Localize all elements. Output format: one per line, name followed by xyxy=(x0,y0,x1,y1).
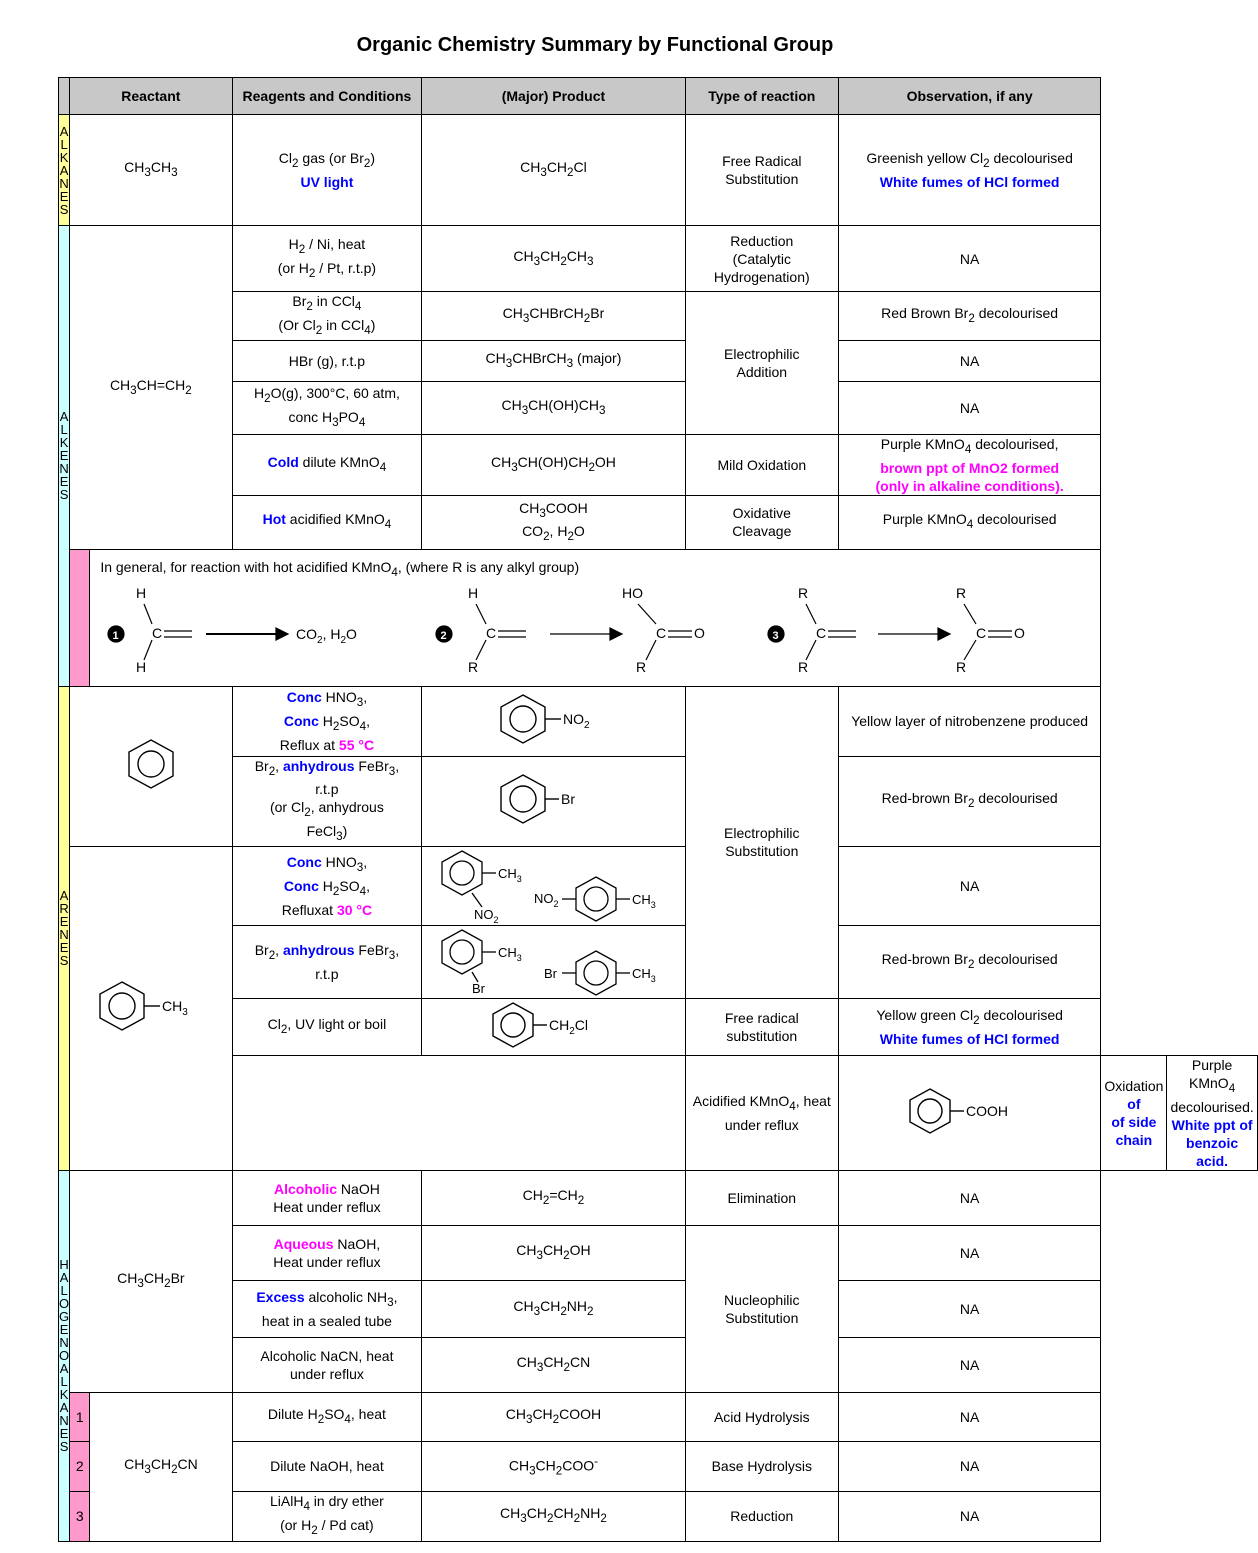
alkene-row-1 xyxy=(59,226,1258,292)
nitrile-number-2: 2 xyxy=(70,1441,90,1491)
alkene-product-cold: $CH_3CH(OH)CH_2OH$ xyxy=(422,435,685,496)
alkene-row-4 xyxy=(59,382,1258,435)
header-product: (Major) Product xyxy=(422,78,685,115)
halo-row-2 xyxy=(59,1225,1258,1280)
arene-obs-5: Yellow green $Cl_2$ decolourised White fumes of HCl formed xyxy=(838,998,1100,1055)
halo-reagent-2: Aqueous NaOH, Heat under reflux xyxy=(232,1225,422,1280)
halo-product-4: $CH_3CH_2CN$ xyxy=(422,1337,685,1392)
alkene-obs-4: NA xyxy=(838,382,1100,435)
alkene-product-1: $CH_3CH_2CH_3$ xyxy=(422,226,685,292)
arene-reagent-4: $Br_2$, anhydrous FeBr$_3$, r.t.p xyxy=(232,925,422,998)
alkene-reactant: $CH_3CH=CH_2$ xyxy=(70,226,232,550)
alkane-observation: Greenish yellow $Cl_2$ decolourised White fumes of HCl formed xyxy=(838,115,1100,226)
arene-row-6 xyxy=(59,1055,1258,1170)
svg-text:CH3: $CH_3$ xyxy=(498,944,523,963)
svg-text:CH2Cl: $CH_2Cl$ xyxy=(549,1016,589,1037)
section-label-alkenes: A L K E N E S xyxy=(59,226,70,687)
svg-text:R: R xyxy=(956,584,967,601)
arene-product-3 xyxy=(422,846,685,925)
nitrile-number-3: 3 xyxy=(70,1491,90,1541)
section-label-halogenoalkanes: H A L O G E N O A L K A N E S xyxy=(59,1170,70,1541)
section-label-alkanes: A L K A N E S xyxy=(59,115,70,226)
page-title: Organic Chemistry Summary by Functional Group xyxy=(356,34,834,56)
arene-reactant-benzene xyxy=(70,686,232,846)
arene-product-4 xyxy=(422,925,685,998)
halo-reagent-4: Alcoholic NaCN, heat under reflux xyxy=(232,1337,422,1392)
svg-text:O: O xyxy=(1014,624,1026,641)
alkene-row-hot xyxy=(59,495,1258,549)
general-product-1: $CO_2$, $H_2O$ xyxy=(296,625,358,646)
svg-text:C: C xyxy=(816,624,827,641)
nitrile-type-3: Reduction xyxy=(685,1491,838,1541)
alkene-reagent-cold: Cold dilute KMnO$_4$ xyxy=(232,435,422,496)
nitrile-product-3: $CH_3CH_2CH_2NH_2$ xyxy=(422,1491,685,1541)
alkene-general-row xyxy=(59,549,1258,686)
arene-reagent-2: $Br_2$, anhydrous FeBr$_3$, r.t.p (or $Cl_2$, anhydrous FeCl$_3$) xyxy=(232,756,422,846)
svg-text:CH3: $CH_3$ xyxy=(161,998,188,1019)
svg-text:C: C xyxy=(486,624,497,641)
alkene-obs-3: NA xyxy=(838,341,1100,382)
halo-row-3 xyxy=(59,1280,1258,1337)
svg-text:R: R xyxy=(468,658,479,675)
nitrile-row-3 xyxy=(59,1491,1258,1541)
svg-text:1: 1 xyxy=(112,629,119,642)
nitrile-reactant: $CH_3CH_2CN$ xyxy=(90,1392,232,1541)
arene-product-2 xyxy=(422,756,685,846)
general-marker xyxy=(70,549,90,686)
alkene-reagent-4: $H_2O(g)$, 300°C, 60 atm, conc $H_3PO_4$ xyxy=(232,382,422,435)
toluene-structure xyxy=(96,978,206,1034)
arene-reagent-3: Conc $HNO_3$, Conc $H_2SO_4$, Refluxat 30 °C xyxy=(232,846,422,925)
section-label-arenes: A R E N E S xyxy=(59,686,70,1170)
halo-obs-1: NA xyxy=(838,1170,1100,1225)
nitrile-obs-3: NA xyxy=(838,1491,1100,1541)
svg-text:C: C xyxy=(152,624,163,641)
halo-type-nucleophilic: Nucleophilic Substitution xyxy=(685,1225,838,1392)
svg-text:CH3: $CH_3$ xyxy=(632,965,657,984)
halo-type-1: Elimination xyxy=(685,1170,838,1225)
svg-text:NO2: $NO_2$ xyxy=(474,906,499,925)
svg-text:CH3: $CH_3$ xyxy=(498,865,523,884)
alkene-product-2: $CH_3CHBrCH_2Br$ xyxy=(422,292,685,341)
arene-row-1 xyxy=(59,686,1258,756)
arene-reactant-toluene xyxy=(70,846,232,1170)
svg-text:Br: Br xyxy=(544,965,558,981)
general-oxidation-scheme xyxy=(100,582,1090,674)
arene-type-electrophilic-substitution: Electrophilic Substitution xyxy=(685,686,838,998)
arene-type-5: Free radical substitution xyxy=(685,998,838,1055)
halo-product-1: $CH_2=CH_2$ xyxy=(422,1170,685,1225)
halo-product-2: $CH_3CH_2OH$ xyxy=(422,1225,685,1280)
alkane-type: Free Radical Substitution xyxy=(685,115,838,226)
benzene-structure xyxy=(121,736,181,792)
arene-row-4 xyxy=(59,925,1258,998)
nitrile-reagent-3: LiAlH$_4$ in dry ether (or $H_2$ / Pd cat) xyxy=(232,1491,422,1541)
alkene-type-1: Reduction (Catalytic Hydrogenation) xyxy=(685,226,838,292)
halo-product-3: $CH_3CH_2NH_2$ xyxy=(422,1280,685,1337)
arene-type-6: Oxidation of of side chain xyxy=(1101,1055,1167,1170)
arene-row-2 xyxy=(59,756,1258,846)
arene-product-5 xyxy=(422,998,685,1055)
svg-text:H: H xyxy=(136,658,147,675)
alkene-reagent-hot: Hot acidified KMnO$_4$ xyxy=(232,495,422,549)
svg-text:COOH: COOH xyxy=(965,1102,1008,1119)
halo-reagent-1: Alcoholic NaOH Heat under reflux xyxy=(232,1170,422,1225)
alkene-type-cold: Mild Oxidation xyxy=(685,435,838,496)
nitrile-product-2: $CH_3CH_2COO^-$ xyxy=(422,1441,685,1491)
arene-obs-4: Red-brown $Br_2$ decolourised xyxy=(838,925,1100,998)
halo-row-1 xyxy=(59,1170,1258,1225)
nitrile-obs-1: NA xyxy=(838,1392,1100,1441)
svg-text:3: 3 xyxy=(772,629,779,642)
svg-text:NO2: $NO_2$ xyxy=(534,890,559,909)
nitrile-reagent-2: Dilute NaOH, heat xyxy=(232,1441,422,1491)
halo-obs-4: NA xyxy=(838,1337,1100,1392)
alkene-row-cold xyxy=(59,435,1258,496)
arene-product-6 xyxy=(838,1055,1100,1170)
arene-obs-1: Yellow layer of nitrobenzene produced xyxy=(838,686,1100,756)
svg-text:Br: Br xyxy=(561,791,576,808)
nitrile-number-1: 1 xyxy=(70,1392,90,1441)
arene-obs-3: NA xyxy=(838,846,1100,925)
alkane-reactant: $CH_3CH_3$ xyxy=(70,115,232,226)
alkene-obs-1: NA xyxy=(838,226,1100,292)
nitrile-row-2 xyxy=(59,1441,1258,1491)
alkene-product-4: $CH_3CH(OH)CH_3$ xyxy=(422,382,685,435)
alkene-reagent-3: HBr (g), r.t.p xyxy=(232,341,422,382)
arene-reagent-5: $Cl_2$, UV light or boil xyxy=(232,998,422,1055)
header-observation: Observation, if any xyxy=(838,78,1100,115)
svg-text:CH3: $CH_3$ xyxy=(632,891,657,910)
alkane-product: $CH_3CH_2Cl$ xyxy=(422,115,685,226)
alkene-product-hot: $CH_3COOH$ $CO_2$, $H_2O$ xyxy=(422,495,685,549)
header-reactant: Reactant xyxy=(70,78,232,115)
arene-reagent-6: Acidified KMnO$_4$, heat under reflux xyxy=(685,1055,838,1170)
alkene-general-note: In general, for reaction with hot acidified KMnO$_4$, (where R is any alkyl group) 1 H H C $CO_2$, $H_2O$ 2 H R C HO R C O 3 R R C R R C O xyxy=(90,549,1101,686)
arene-obs-2: Red-brown $Br_2$ decolourised xyxy=(838,756,1100,846)
nitrile-obs-2: NA xyxy=(838,1441,1100,1491)
alkene-type-hot: Oxidative Cleavage xyxy=(685,495,838,549)
nitrile-type-1: Acid Hydrolysis xyxy=(685,1392,838,1441)
alkene-obs-2: Red Brown $Br_2$ decolourised xyxy=(838,292,1100,341)
alkane-row xyxy=(59,115,1258,226)
arene-reagent-1: Conc $HNO_3$, Conc $H_2SO_4$, Reflux at 55 °C xyxy=(232,686,422,756)
arene-row-5 xyxy=(59,998,1258,1055)
svg-text:R: R xyxy=(798,584,809,601)
arene-product-1 xyxy=(422,686,685,756)
halo-obs-3: NA xyxy=(838,1280,1100,1337)
svg-text:NO2: $NO_2$ xyxy=(563,711,590,732)
halo-obs-2: NA xyxy=(838,1225,1100,1280)
svg-text:R: R xyxy=(636,658,647,675)
arene-row-3 xyxy=(59,846,1258,925)
svg-text:H: H xyxy=(136,584,147,601)
alkene-type-electrophilic-addition: Electrophilic Addition xyxy=(685,292,838,435)
nitrile-reagent-1: Dilute $H_2SO_4$, heat xyxy=(232,1392,422,1441)
svg-text:R: R xyxy=(798,658,809,675)
nitrile-type-2: Base Hydrolysis xyxy=(685,1441,838,1491)
alkene-obs-hot: Purple KMnO$_4$ decolourised xyxy=(838,495,1100,549)
alkene-row-2 xyxy=(59,292,1258,341)
nitrile-product-1: $CH_3CH_2COOH$ xyxy=(422,1392,685,1441)
halo-reagent-3: Excess alcoholic $NH_3$, heat in a sealed tube xyxy=(232,1280,422,1337)
svg-text:R: R xyxy=(956,658,967,675)
alkene-reagent-2: $Br_2$ in CCl$_4$ (Or $Cl_2$ in CCl$_4$) xyxy=(232,292,422,341)
alkene-row-3 xyxy=(59,341,1258,382)
nitrile-row-1 xyxy=(59,1392,1258,1441)
header-row xyxy=(59,78,1258,115)
halo-row-4 xyxy=(59,1337,1258,1392)
arene-obs-6: Purple KMnO$_4$ decolourised. White ppt of benzoic acid. xyxy=(1167,1055,1257,1170)
alkane-reagent: $Cl_2$ gas (or $Br_2$) UV light xyxy=(232,115,422,226)
alkene-reagent-1: $H_2$ / Ni, heat (or $H_2$ / Pt, r.t.p) xyxy=(232,226,422,292)
svg-text:C: C xyxy=(976,624,987,641)
halo-reactant: $CH_3CH_2Br$ xyxy=(70,1170,232,1392)
svg-text:O: O xyxy=(694,624,706,641)
svg-text:2: 2 xyxy=(440,629,447,642)
header-type: Type of reaction xyxy=(685,78,838,115)
svg-text:C: C xyxy=(656,624,667,641)
summary-table xyxy=(58,77,1258,1542)
header-reagents: Reagents and Conditions xyxy=(232,78,422,115)
alkene-product-3: $CH_3CHBrCH_3$ (major) xyxy=(422,341,685,382)
svg-text:HO: HO xyxy=(622,584,644,601)
svg-text:Br: Br xyxy=(472,980,486,996)
svg-text:H: H xyxy=(468,584,479,601)
alkene-obs-cold: Purple KMnO$_4$ decolourised, brown ppt of MnO2 formed (only in alkaline conditions). xyxy=(838,435,1100,496)
